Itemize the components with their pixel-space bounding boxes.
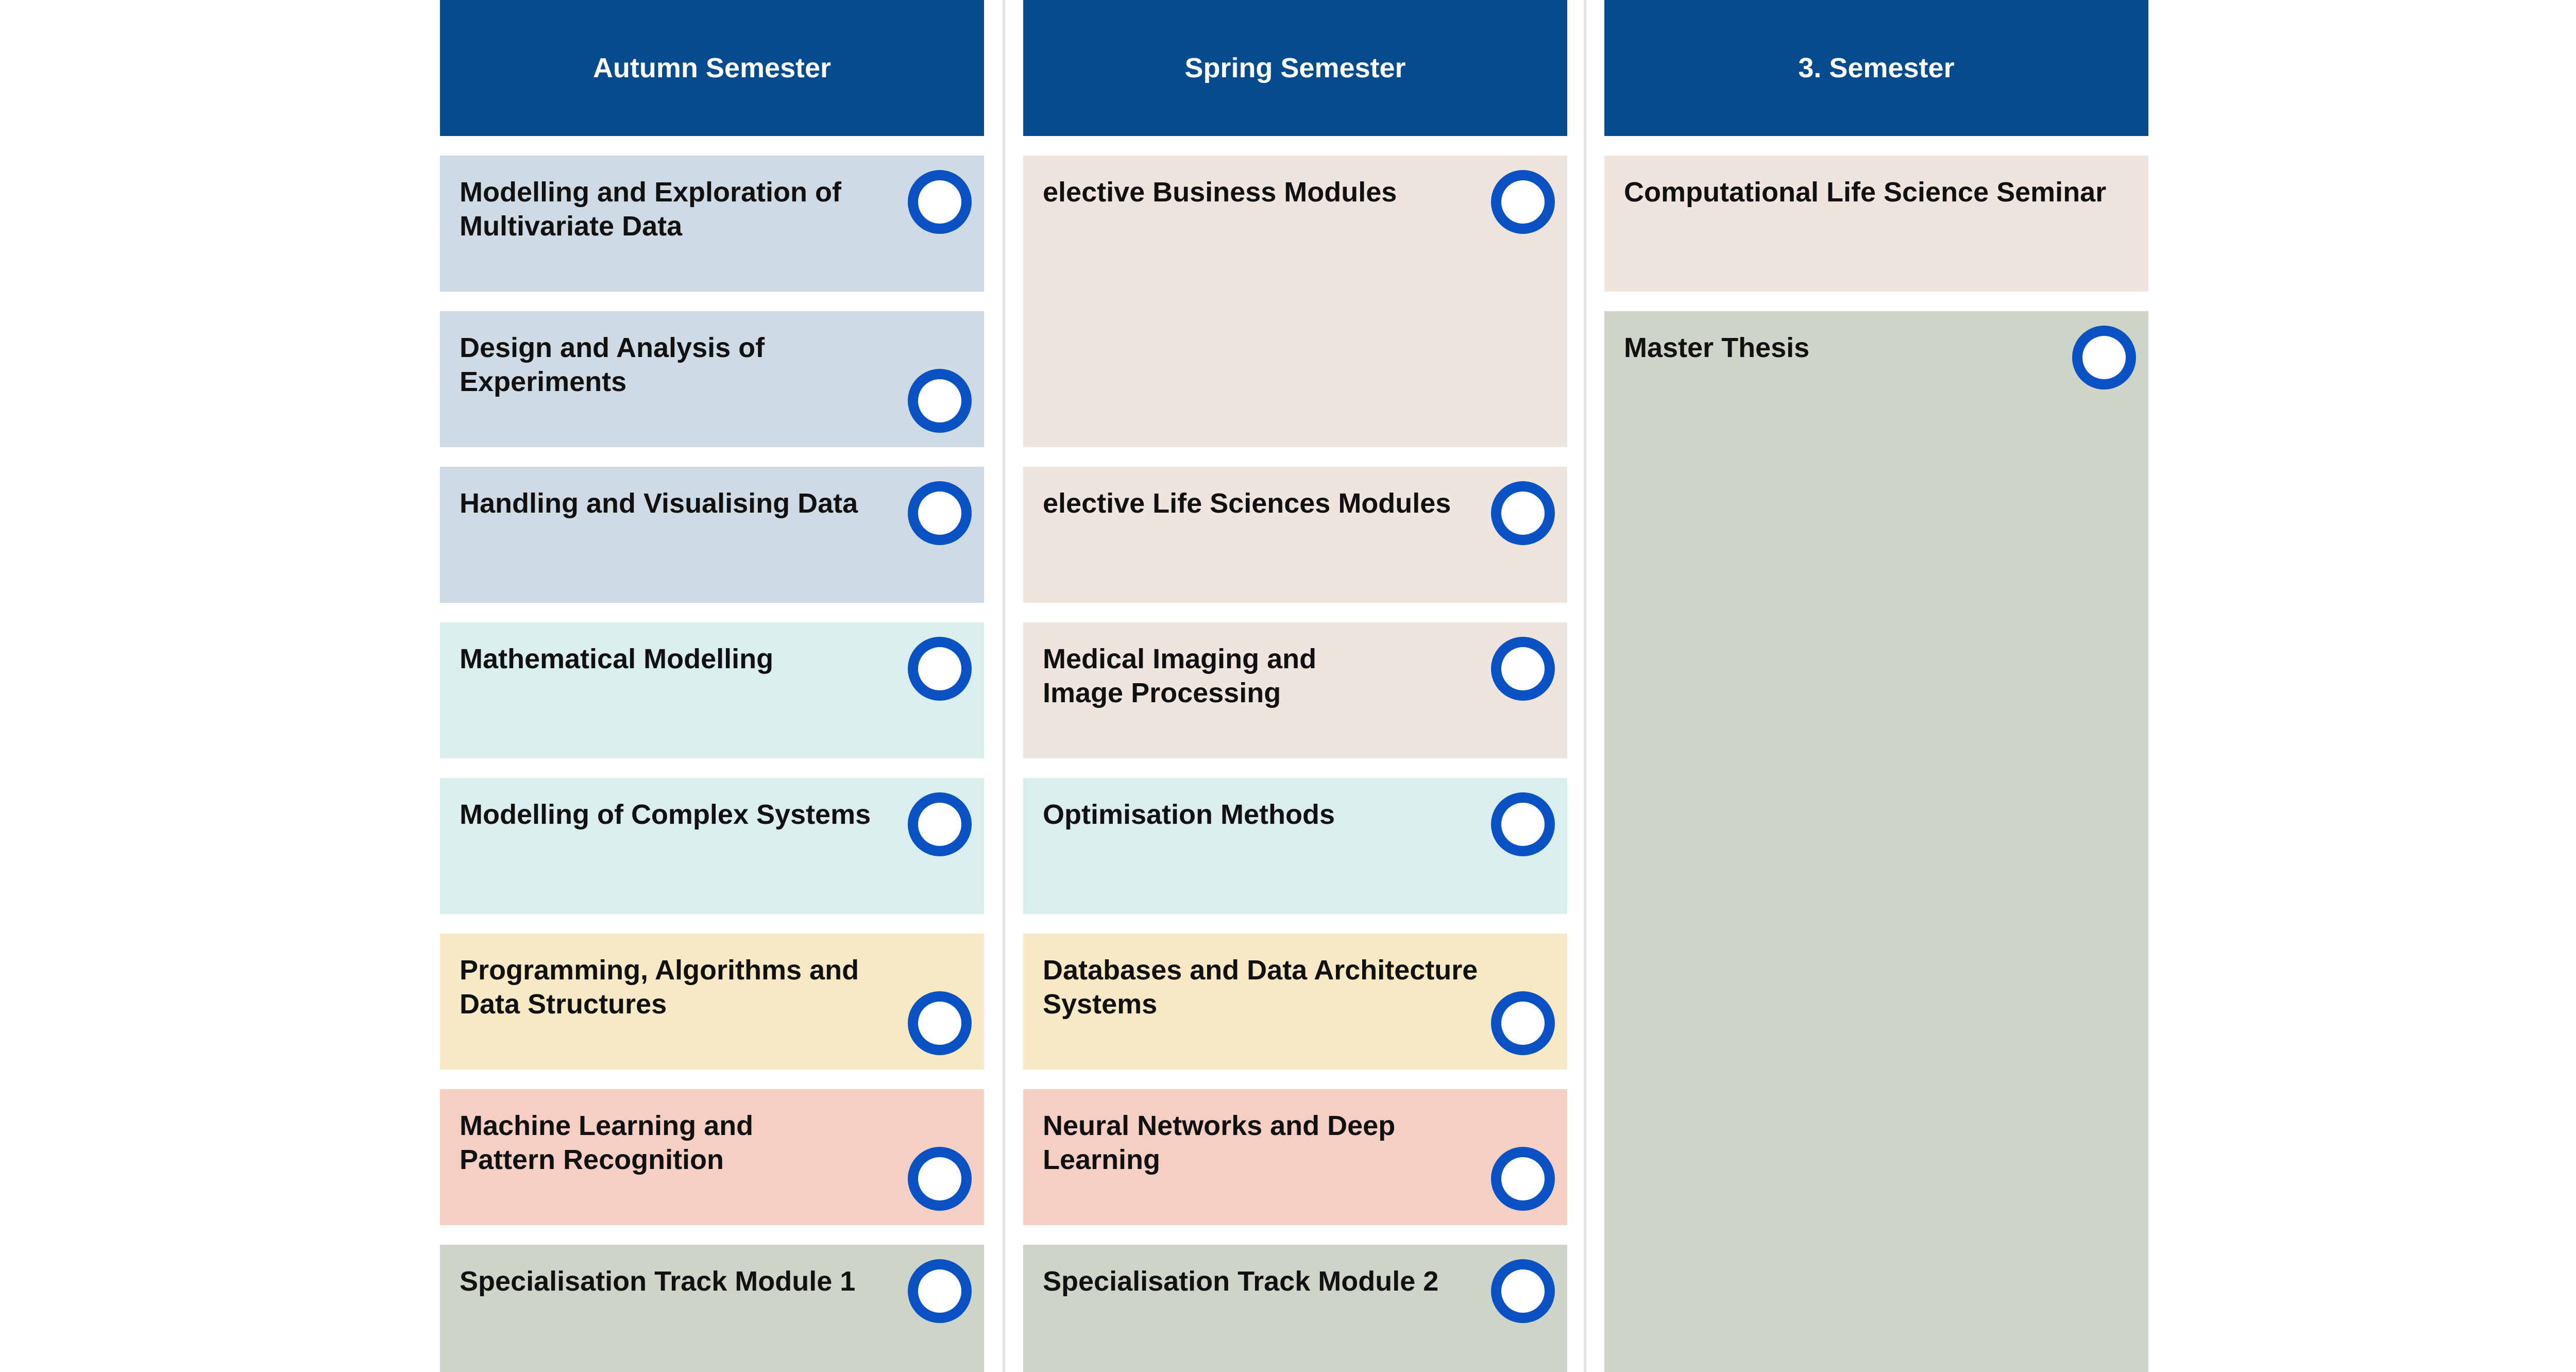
circle-outline-icon[interactable] [1491, 637, 1555, 701]
module-card-elective-business-modules[interactable] [1023, 156, 1567, 447]
module-title: Medical Imaging and Image Processing [1043, 643, 1317, 708]
circle-outline-icon[interactable] [1491, 170, 1555, 234]
module-title: elective Life Sciences Modules [1043, 488, 1451, 519]
module-title: elective Business Modules [1043, 177, 1397, 208]
module-card-databases-and-data-architecture-systems[interactable] [1023, 934, 1567, 1070]
module-card-computational-life-science-seminar[interactable] [1604, 156, 2148, 292]
module-title: Optimisation Methods [1043, 799, 1335, 830]
module-card-neural-networks-and-deep-learning[interactable] [1023, 1089, 1567, 1225]
semester-header: Autumn Semester [440, 0, 984, 136]
module-title: Neural Networks and Deep Learning [1043, 1110, 1396, 1175]
module-card-master-thesis[interactable] [1604, 311, 2148, 1372]
module-title: Specialisation Track Module 2 [1043, 1266, 1439, 1297]
module-card-elective-life-sciences-modules[interactable] [1023, 467, 1567, 603]
circle-outline-icon[interactable] [908, 481, 972, 545]
module-card-specialisation-track-module-1[interactable] [440, 1245, 984, 1372]
module-card-medical-imaging-and-image-processing[interactable] [1023, 622, 1567, 758]
circle-outline-icon[interactable] [908, 1147, 972, 1211]
module-card-mathematical-modelling[interactable] [440, 622, 984, 758]
circle-outline-icon[interactable] [908, 637, 972, 701]
module-title: Mathematical Modelling [460, 643, 774, 674]
circle-outline-icon[interactable] [908, 991, 972, 1055]
module-title: Handling and Visualising Data [460, 488, 858, 519]
circle-outline-icon[interactable] [1491, 1259, 1555, 1323]
circle-outline-icon[interactable] [908, 369, 972, 433]
module-title: Modelling of Complex Systems [460, 799, 871, 830]
circle-outline-icon[interactable] [1491, 481, 1555, 545]
module-title: Modelling and Exploration of Multivariate Data [460, 177, 841, 242]
module-title: Machine Learning and Pattern Recognition [460, 1110, 754, 1175]
semester-header: 3. Semester [1604, 0, 2148, 136]
module-card-optimisation-methods[interactable] [1023, 778, 1567, 914]
module-title: Programming, Algorithms and Data Structures [460, 955, 859, 1020]
module-title: Specialisation Track Module 1 [460, 1266, 856, 1297]
module-title: Databases and Data Architecture Systems [1043, 955, 1478, 1020]
circle-outline-icon[interactable] [1491, 991, 1555, 1055]
module-title: Master Thesis [1624, 332, 1810, 363]
circle-outline-icon[interactable] [1491, 1147, 1555, 1211]
circle-outline-icon[interactable] [908, 170, 972, 234]
circle-outline-icon[interactable] [908, 792, 972, 856]
module-card-modelling-and-exploration-of-multivariate-data[interactable] [440, 156, 984, 292]
semester-header: Spring Semester [1023, 0, 1567, 136]
module-title: Computational Life Science Seminar [1624, 177, 2107, 208]
module-card-modelling-of-complex-systems[interactable] [440, 778, 984, 914]
circle-outline-icon[interactable] [2072, 326, 2136, 389]
column-divider [1584, 0, 1586, 1372]
module-card-specialisation-track-module-2[interactable] [1023, 1245, 1567, 1372]
module-card-design-and-analysis-of-experiments[interactable] [440, 311, 984, 447]
circle-outline-icon[interactable] [908, 1259, 972, 1323]
column-divider [1003, 0, 1005, 1372]
module-card-handling-and-visualising-data[interactable] [440, 467, 984, 603]
module-card-programming-algorithms-and-data-structures[interactable] [440, 934, 984, 1070]
module-title: Design and Analysis of Experiments [460, 332, 765, 397]
module-card-machine-learning-and-pattern-recognition[interactable] [440, 1089, 984, 1225]
circle-outline-icon[interactable] [1491, 792, 1555, 856]
